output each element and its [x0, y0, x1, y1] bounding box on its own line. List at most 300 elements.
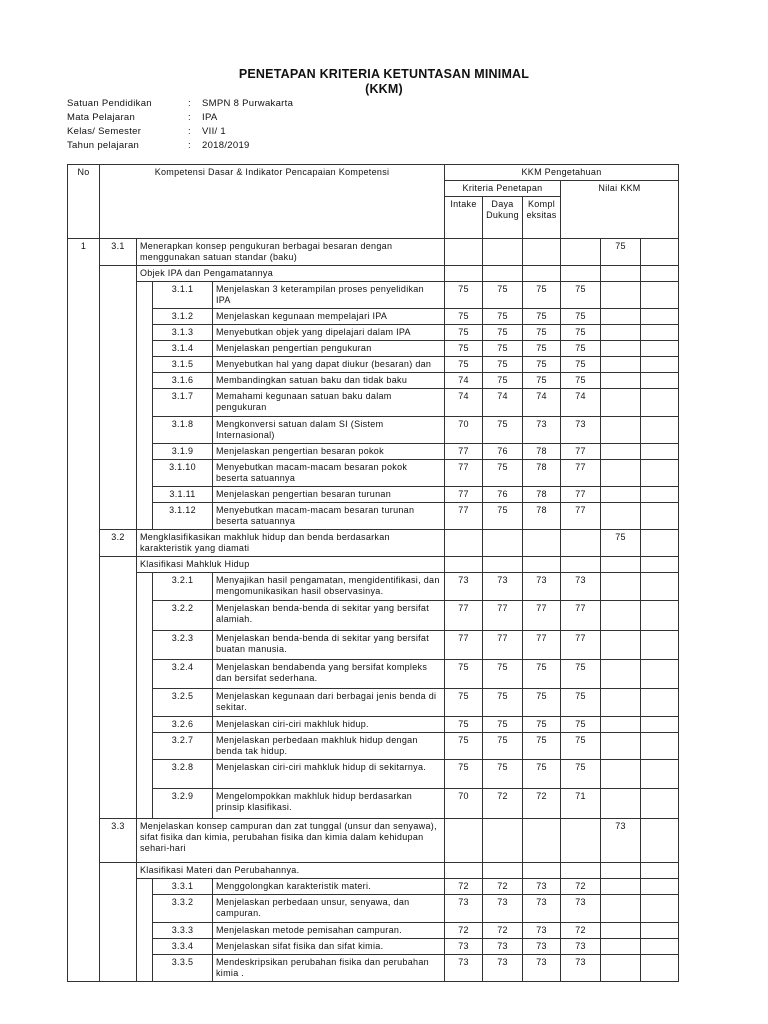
cell-daya-dukung: 75	[483, 417, 523, 444]
cell-empty	[641, 955, 679, 982]
cell-no	[68, 530, 100, 557]
cell-code-empty	[100, 557, 137, 573]
indicator-row	[68, 573, 679, 601]
cell-no	[68, 460, 100, 487]
cell-no	[68, 863, 100, 879]
indicator-row	[68, 879, 679, 895]
cell-intake: 75	[445, 309, 483, 325]
cell-indicator-code: 3.2.7	[153, 733, 213, 760]
cell-indicator-text: Memahami kegunaan satuan baku dalam pengukuran	[213, 389, 445, 417]
cell-kd-text: Menjelaskan konsep campuran dan zat tunggal (unsur dan senyawa), sifat fisika dan kimia, perubahan fisika dan kimia dalam kehidupan sehari-hari	[137, 819, 445, 863]
cell-empty	[523, 266, 561, 282]
cell-indicator-text: Menyebutkan objek yang dipelajari dalam IPA	[213, 325, 445, 341]
cell-code-empty	[100, 266, 137, 282]
cell-gap	[137, 487, 153, 503]
cell-empty	[641, 689, 679, 717]
cell-indicator-text: Menjelaskan sifat fisika dan sifat kimia.	[213, 939, 445, 955]
cell-nilai: 71	[561, 789, 601, 819]
cell-indicator-code: 3.3.4	[153, 939, 213, 955]
kd-row	[68, 819, 679, 863]
indicator-row	[68, 631, 679, 660]
cell-kkm-value: 73	[601, 819, 641, 863]
cell-nilai: 75	[561, 760, 601, 789]
cell-empty	[641, 444, 679, 460]
cell-indicator-text: Mengkonversi satuan dalam SI (Sistem Internasional)	[213, 417, 445, 444]
cell-code-empty	[100, 487, 137, 503]
cell-daya-dukung: 75	[483, 689, 523, 717]
cell-intake: 72	[445, 879, 483, 895]
cell-daya-dukung: 72	[483, 923, 523, 939]
cell-empty	[641, 601, 679, 631]
cell-code-empty	[100, 282, 137, 309]
cell-daya-dukung: 72	[483, 879, 523, 895]
cell-empty	[641, 503, 679, 530]
indicator-row	[68, 309, 679, 325]
cell-no	[68, 341, 100, 357]
cell-code-empty	[100, 389, 137, 417]
cell-indicator-code: 3.2.2	[153, 601, 213, 631]
cell-gap	[137, 389, 153, 417]
cell-no	[68, 819, 100, 863]
cell-indicator-text: Menjelaskan benda-benda di sekitar yang bersifat alamiah.	[213, 601, 445, 631]
cell-daya-dukung: 75	[483, 282, 523, 309]
cell-indicator-code: 3.2.9	[153, 789, 213, 819]
cell-gap	[137, 717, 153, 733]
cell-empty	[601, 689, 641, 717]
cell-nilai: 77	[561, 444, 601, 460]
topic-row	[68, 863, 679, 879]
cell-code-empty	[100, 341, 137, 357]
cell-code-empty	[100, 325, 137, 341]
cell-kompleksitas: 75	[523, 309, 561, 325]
cell-no	[68, 895, 100, 923]
cell-empty	[601, 341, 641, 357]
cell-kd-code: 3.1	[100, 239, 137, 266]
cell-no	[68, 660, 100, 689]
cell-intake: 74	[445, 373, 483, 389]
cell-gap	[137, 601, 153, 631]
cell-daya-dukung: 75	[483, 660, 523, 689]
header-kd: Kompetensi Dasar & Indikator Pencapaian Kompetensi	[100, 165, 445, 239]
cell-no	[68, 282, 100, 309]
cell-intake: 77	[445, 503, 483, 530]
cell-daya-dukung: 73	[483, 955, 523, 982]
cell-kompleksitas: 74	[523, 389, 561, 417]
cell-indicator-text: Menjelaskan bendabenda yang bersifat kompleks dan bersifat sederhana.	[213, 660, 445, 689]
cell-intake: 73	[445, 895, 483, 923]
cell-daya-dukung: 75	[483, 309, 523, 325]
cell-code-empty	[100, 601, 137, 631]
cell-daya-dukung: 77	[483, 601, 523, 631]
indicator-row	[68, 689, 679, 717]
cell-nilai: 75	[561, 325, 601, 341]
cell-no	[68, 389, 100, 417]
cell-code-empty	[100, 879, 137, 895]
cell-nilai: 73	[561, 939, 601, 955]
cell-empty	[523, 530, 561, 557]
cell-indicator-code: 3.2.4	[153, 660, 213, 689]
cell-no	[68, 923, 100, 939]
cell-intake: 73	[445, 955, 483, 982]
cell-no	[68, 879, 100, 895]
cell-empty	[483, 819, 523, 863]
cell-gap	[137, 660, 153, 689]
cell-empty	[561, 239, 601, 266]
cell-code-empty	[100, 733, 137, 760]
cell-no	[68, 601, 100, 631]
cell-code-empty	[100, 955, 137, 982]
cell-gap	[137, 923, 153, 939]
cell-code-empty	[100, 444, 137, 460]
cell-gap	[137, 939, 153, 955]
meta-value: 2018/2019	[202, 140, 250, 151]
header-intake: Intake	[445, 197, 483, 239]
cell-intake: 77	[445, 487, 483, 503]
cell-empty	[601, 895, 641, 923]
cell-code-empty	[100, 460, 137, 487]
cell-indicator-text: Menggolongkan karakteristik materi.	[213, 879, 445, 895]
cell-empty	[601, 573, 641, 601]
cell-indicator-text: Membandingkan satuan baku dan tidak baku	[213, 373, 445, 389]
cell-gap	[137, 631, 153, 660]
topic-row	[68, 266, 679, 282]
cell-no	[68, 760, 100, 789]
cell-intake: 72	[445, 923, 483, 939]
cell-gap	[137, 282, 153, 309]
cell-empty	[561, 819, 601, 863]
cell-kompleksitas: 75	[523, 325, 561, 341]
indicator-row	[68, 373, 679, 389]
cell-indicator-text: Menyebutkan macam-macam besaran pokok beserta satuannya	[213, 460, 445, 487]
cell-empty	[483, 557, 523, 573]
header-no: No	[68, 165, 100, 239]
cell-intake: 77	[445, 444, 483, 460]
cell-empty	[445, 530, 483, 557]
cell-indicator-code: 3.3.1	[153, 879, 213, 895]
cell-indicator-code: 3.3.5	[153, 955, 213, 982]
cell-intake: 75	[445, 341, 483, 357]
cell-indicator-code: 3.1.12	[153, 503, 213, 530]
cell-daya-dukung: 75	[483, 717, 523, 733]
cell-indicator-code: 3.1.9	[153, 444, 213, 460]
cell-kompleksitas: 73	[523, 955, 561, 982]
indicator-row	[68, 357, 679, 373]
cell-empty	[601, 357, 641, 373]
kd-row	[68, 530, 679, 557]
cell-gap	[137, 357, 153, 373]
cell-nilai: 75	[561, 373, 601, 389]
cell-daya-dukung: 76	[483, 444, 523, 460]
meta-value: IPA	[202, 112, 218, 123]
cell-nilai: 75	[561, 733, 601, 760]
cell-indicator-text: Menjelaskan pengertian pengukuran	[213, 341, 445, 357]
indicator-row	[68, 955, 679, 982]
cell-no	[68, 939, 100, 955]
cell-gap	[137, 444, 153, 460]
cell-gap	[137, 460, 153, 487]
indicator-row	[68, 503, 679, 530]
cell-empty	[601, 733, 641, 760]
cell-intake: 75	[445, 717, 483, 733]
cell-gap	[137, 879, 153, 895]
cell-empty	[601, 444, 641, 460]
cell-nilai: 77	[561, 631, 601, 660]
cell-empty	[641, 895, 679, 923]
indicator-row	[68, 760, 679, 789]
cell-no	[68, 487, 100, 503]
cell-nilai: 73	[561, 895, 601, 923]
cell-kompleksitas: 73	[523, 879, 561, 895]
cell-indicator-text: Menjelaskan pengertian besaran turunan	[213, 487, 445, 503]
cell-empty	[641, 717, 679, 733]
cell-empty	[601, 389, 641, 417]
cell-intake: 77	[445, 631, 483, 660]
cell-indicator-text: Menjelaskan ciri-ciri mahkluk hidup di sekitarnya.	[213, 760, 445, 789]
indicator-row	[68, 341, 679, 357]
cell-indicator-text: Menjelaskan kegunaan mempelajari IPA	[213, 309, 445, 325]
cell-empty	[641, 460, 679, 487]
cell-empty	[641, 939, 679, 955]
cell-empty	[523, 557, 561, 573]
cell-daya-dukung: 77	[483, 631, 523, 660]
cell-empty	[641, 573, 679, 601]
cell-kompleksitas: 78	[523, 444, 561, 460]
cell-intake: 70	[445, 789, 483, 819]
cell-kompleksitas: 72	[523, 789, 561, 819]
cell-code-empty	[100, 760, 137, 789]
cell-indicator-code: 3.1.7	[153, 389, 213, 417]
cell-code-empty	[100, 923, 137, 939]
cell-intake: 70	[445, 417, 483, 444]
meta-colon: :	[188, 140, 191, 151]
cell-kompleksitas: 75	[523, 357, 561, 373]
cell-empty	[601, 631, 641, 660]
cell-empty	[601, 955, 641, 982]
cell-no	[68, 573, 100, 601]
cell-no	[68, 444, 100, 460]
cell-indicator-text: Menjelaskan kegunaan dari berbagai jenis benda di sekitar.	[213, 689, 445, 717]
cell-empty	[523, 863, 561, 879]
cell-gap	[137, 503, 153, 530]
cell-gap	[137, 955, 153, 982]
cell-kompleksitas: 77	[523, 601, 561, 631]
cell-empty	[641, 660, 679, 689]
cell-intake: 75	[445, 689, 483, 717]
cell-intake: 75	[445, 325, 483, 341]
cell-intake: 73	[445, 939, 483, 955]
cell-no	[68, 689, 100, 717]
cell-daya-dukung: 73	[483, 939, 523, 955]
cell-daya-dukung: 75	[483, 341, 523, 357]
cell-empty	[641, 357, 679, 373]
cell-indicator-code: 3.1.3	[153, 325, 213, 341]
cell-empty	[641, 789, 679, 819]
cell-empty	[483, 530, 523, 557]
cell-intake: 75	[445, 660, 483, 689]
cell-kompleksitas: 75	[523, 717, 561, 733]
cell-kd-code: 3.2	[100, 530, 137, 557]
cell-indicator-code: 3.2.8	[153, 760, 213, 789]
cell-empty	[641, 309, 679, 325]
cell-topic-text: Objek IPA dan Pengamatannya	[137, 266, 445, 282]
cell-code-empty	[100, 863, 137, 879]
cell-nilai: 75	[561, 689, 601, 717]
cell-topic-text: Klasifikasi Mahkluk Hidup	[137, 557, 445, 573]
cell-daya-dukung: 76	[483, 487, 523, 503]
indicator-row	[68, 939, 679, 955]
indicator-row	[68, 923, 679, 939]
cell-daya-dukung: 75	[483, 733, 523, 760]
indicator-row	[68, 325, 679, 341]
cell-empty	[601, 325, 641, 341]
cell-empty	[601, 557, 641, 573]
cell-no	[68, 325, 100, 341]
meta-label: Kelas/ Semester	[67, 126, 142, 137]
cell-no	[68, 955, 100, 982]
cell-empty	[601, 487, 641, 503]
cell-code-empty	[100, 631, 137, 660]
cell-code-empty	[100, 503, 137, 530]
indicator-row	[68, 444, 679, 460]
cell-indicator-text: Menjelaskan ciri-ciri makhluk hidup.	[213, 717, 445, 733]
cell-gap	[137, 325, 153, 341]
indicator-row	[68, 417, 679, 444]
header-kkm-pengetahuan: KKM Pengetahuan	[445, 165, 679, 181]
cell-empty	[523, 819, 561, 863]
cell-kompleksitas: 75	[523, 760, 561, 789]
cell-indicator-text: Mendeskripsikan perubahan fisika dan perubahan kimia .	[213, 955, 445, 982]
cell-no	[68, 309, 100, 325]
cell-nilai: 75	[561, 357, 601, 373]
header-row-1	[68, 165, 679, 181]
cell-gap	[137, 417, 153, 444]
cell-empty	[445, 819, 483, 863]
cell-intake: 75	[445, 733, 483, 760]
indicator-row	[68, 282, 679, 309]
cell-indicator-code: 3.1.4	[153, 341, 213, 357]
cell-no	[68, 717, 100, 733]
meta-value: SMPN 8 Purwakarta	[202, 98, 294, 109]
cell-empty	[641, 373, 679, 389]
cell-daya-dukung: 75	[483, 357, 523, 373]
cell-empty	[445, 239, 483, 266]
cell-kompleksitas: 75	[523, 373, 561, 389]
cell-kompleksitas: 75	[523, 689, 561, 717]
cell-empty	[601, 309, 641, 325]
cell-kd-text: Menerapkan konsep pengukuran berbagai besaran dengan menggunakan satuan standar (baku)	[137, 239, 445, 266]
cell-kompleksitas: 75	[523, 341, 561, 357]
cell-empty	[601, 789, 641, 819]
indicator-row	[68, 660, 679, 689]
indicator-row	[68, 789, 679, 819]
cell-daya-dukung: 75	[483, 503, 523, 530]
cell-empty	[641, 341, 679, 357]
cell-indicator-text: Menjelaskan perbedaan unsur, senyawa, dan campuran.	[213, 895, 445, 923]
cell-empty	[641, 631, 679, 660]
cell-indicator-text: Menjelaskan 3 keterampilan proses penyelidikan IPA	[213, 282, 445, 309]
cell-kompleksitas: 77	[523, 631, 561, 660]
cell-code-empty	[100, 573, 137, 601]
cell-daya-dukung: 75	[483, 460, 523, 487]
indicator-row	[68, 487, 679, 503]
cell-empty	[641, 487, 679, 503]
cell-no	[68, 417, 100, 444]
cell-indicator-code: 3.3.3	[153, 923, 213, 939]
kd-row	[68, 239, 679, 266]
meta-label: Tahun pelajaran	[67, 140, 140, 151]
cell-code-empty	[100, 789, 137, 819]
cell-empty	[523, 239, 561, 266]
meta-colon: :	[188, 112, 191, 123]
cell-empty	[445, 863, 483, 879]
cell-kompleksitas: 73	[523, 895, 561, 923]
indicator-row	[68, 601, 679, 631]
cell-nilai: 72	[561, 879, 601, 895]
cell-kompleksitas: 73	[523, 573, 561, 601]
cell-empty	[641, 239, 679, 266]
cell-no	[68, 357, 100, 373]
cell-empty	[561, 557, 601, 573]
header-nilai-kkm: Nilai KKM	[561, 181, 679, 239]
cell-nilai: 75	[561, 717, 601, 733]
cell-gap	[137, 573, 153, 601]
cell-empty	[445, 557, 483, 573]
cell-empty	[601, 417, 641, 444]
cell-nilai: 73	[561, 955, 601, 982]
cell-gap	[137, 309, 153, 325]
cell-code-empty	[100, 939, 137, 955]
cell-code-empty	[100, 309, 137, 325]
indicator-row	[68, 733, 679, 760]
cell-indicator-code: 3.1.2	[153, 309, 213, 325]
cell-nilai: 74	[561, 389, 601, 417]
cell-code-empty	[100, 373, 137, 389]
cell-nilai: 75	[561, 309, 601, 325]
cell-empty	[601, 717, 641, 733]
cell-indicator-text: Menjelaskan metode pemisahan campuran.	[213, 923, 445, 939]
cell-nilai: 75	[561, 341, 601, 357]
cell-empty	[641, 733, 679, 760]
cell-indicator-code: 3.1.5	[153, 357, 213, 373]
cell-intake: 73	[445, 573, 483, 601]
cell-kompleksitas: 75	[523, 282, 561, 309]
cell-nilai: 77	[561, 487, 601, 503]
cell-gap	[137, 341, 153, 357]
indicator-row	[68, 389, 679, 417]
cell-empty	[601, 282, 641, 309]
cell-indicator-code: 3.2.6	[153, 717, 213, 733]
cell-empty	[641, 530, 679, 557]
document-subtitle: (KKM)	[365, 82, 403, 96]
cell-indicator-code: 3.1.11	[153, 487, 213, 503]
cell-gap	[137, 895, 153, 923]
cell-daya-dukung: 73	[483, 573, 523, 601]
indicator-row	[68, 717, 679, 733]
cell-kompleksitas: 75	[523, 733, 561, 760]
meta-label: Mata Pelajaran	[67, 112, 136, 123]
cell-no: 1	[68, 239, 100, 266]
cell-empty	[641, 819, 679, 863]
cell-nilai: 73	[561, 417, 601, 444]
header-daya-dukung: Daya Dukung	[483, 197, 523, 239]
cell-intake: 77	[445, 601, 483, 631]
cell-indicator-text: Menyebutkan macam-macam besaran turunan beserta satuannya	[213, 503, 445, 530]
header-kriteria: Kriteria Penetapan	[445, 181, 561, 197]
meta-colon: :	[188, 98, 191, 109]
cell-empty	[601, 923, 641, 939]
cell-empty	[641, 760, 679, 789]
cell-kompleksitas: 78	[523, 460, 561, 487]
